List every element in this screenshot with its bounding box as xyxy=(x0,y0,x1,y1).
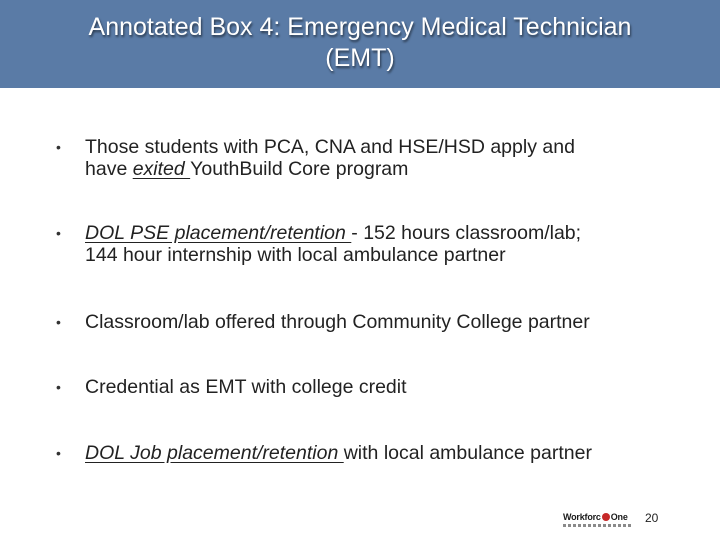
bullet-item-4 xyxy=(56,376,676,398)
logo-dot-icon xyxy=(602,513,610,521)
dol-job-placement-link[interactable]: DOL Job placement/retention xyxy=(85,442,344,464)
bullet-icon: • xyxy=(56,445,61,461)
bullet-item-3 xyxy=(56,311,676,333)
bullet-2-line-1-end: - 152 hours classroom/lab; xyxy=(351,222,582,244)
bullet-1-line-2-start: have xyxy=(85,158,133,180)
bullet-2-line-2: 144 hour internship with local ambulance partner xyxy=(85,244,506,266)
bullet-item-2 xyxy=(56,222,676,266)
dol-pse-placement-link[interactable]: DOL PSE placement/retention xyxy=(85,222,352,244)
bullet-1-line-1: Those students with PCA, CNA and HSE/HSD apply and xyxy=(85,136,575,158)
bullet-text xyxy=(85,136,676,180)
bullet-item-1 xyxy=(56,136,676,180)
logo-text-a: Workforc xyxy=(563,512,601,522)
logo-text-b: One xyxy=(610,512,628,522)
bullet-text: Credential as EMT with college credit xyxy=(85,376,407,398)
title-line-1: Annotated Box 4: Emergency Medical Technician xyxy=(88,13,632,41)
bullet-1-line-2-end: YouthBuild Core program xyxy=(190,158,409,180)
logo-wordmark xyxy=(563,512,628,522)
bullet-icon: • xyxy=(56,379,61,395)
title-line-2: (EMT) xyxy=(325,44,395,72)
page-number: 20 xyxy=(645,511,659,525)
bullet-text xyxy=(85,442,676,464)
bullet-text xyxy=(85,222,676,266)
bullet-icon: • xyxy=(56,139,61,155)
bullet-5-rest: with local ambulance partner xyxy=(343,442,592,464)
bullet-text: Classroom/lab offered through Community College partner xyxy=(85,311,590,333)
logo-tagline xyxy=(563,524,633,527)
bullet-icon: • xyxy=(56,225,61,241)
bullet-item-5 xyxy=(56,442,676,464)
workforce-one-logo-icon xyxy=(563,512,635,532)
exited-link[interactable]: exited xyxy=(132,158,191,180)
bullet-icon: • xyxy=(56,314,61,330)
